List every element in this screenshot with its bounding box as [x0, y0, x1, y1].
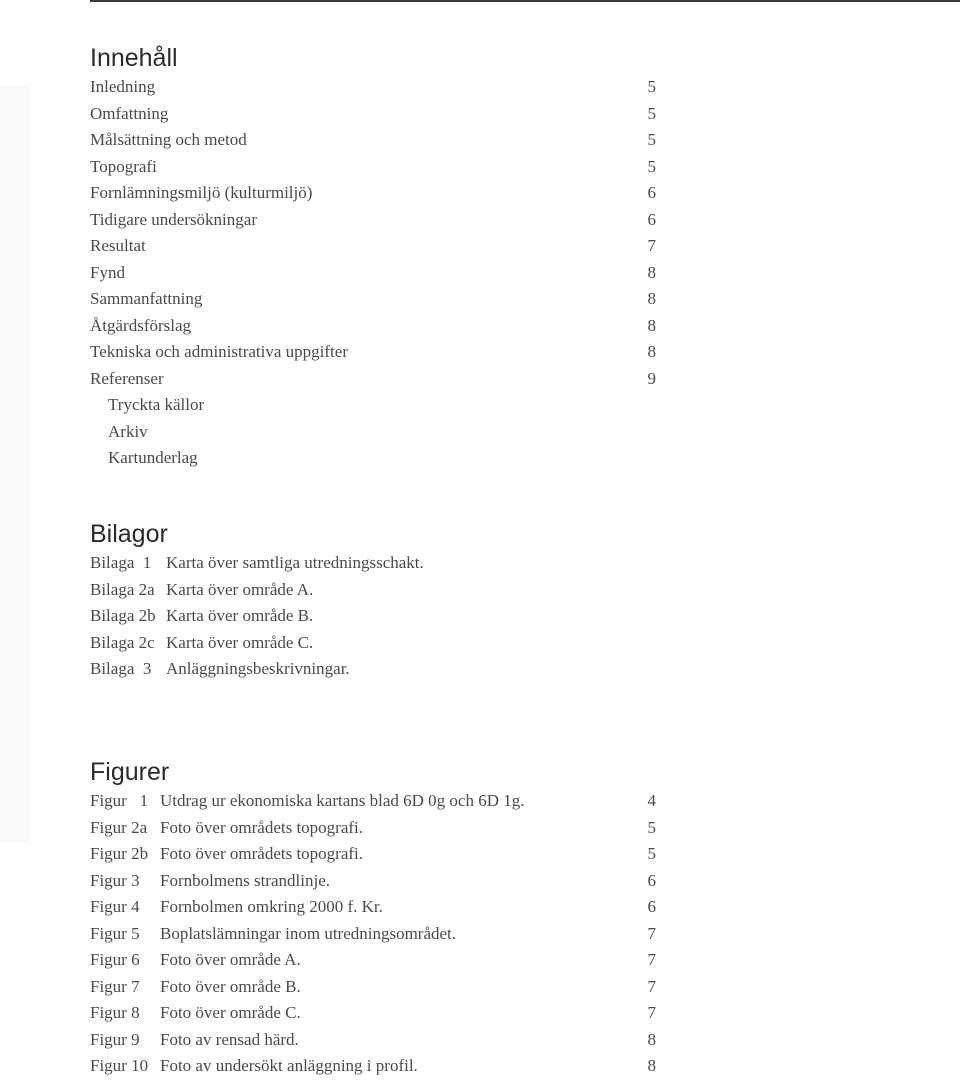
figure-row[interactable] [90, 788, 660, 815]
figure-row[interactable] [90, 1053, 660, 1080]
figure-code: Figur 6 [90, 950, 140, 969]
figure-page: 6 [647, 870, 656, 890]
appendices-title: Bilagor [90, 520, 168, 548]
toc-label: Åtgärdsförslag [90, 315, 192, 335]
figure-text: Foto över område B. [160, 976, 301, 996]
toc-page: 8 [647, 342, 656, 361]
appendix-row[interactable] [90, 577, 660, 604]
figure-text: Foto över område C. [160, 1003, 301, 1022]
toc-page: 5 [647, 103, 656, 123]
top-rule [90, 0, 960, 2]
figure-code: Figur 4 [90, 897, 140, 916]
figure-text: Utdrag ur ekonomiska kartans blad 6D 0g och 6D 1g. [160, 791, 525, 810]
figure-code: Figur 3 [90, 870, 140, 890]
figure-page: 5 [647, 844, 656, 863]
toc-row[interactable] [90, 339, 660, 366]
figure-text: Foto av undersökt anläggning i profil. [160, 1056, 418, 1075]
figure-text: Boplatslämningar inom utredningsområdet. [160, 923, 457, 943]
appendix-list [90, 550, 660, 683]
figure-text: Foto av rensad härd. [160, 1029, 299, 1049]
contents-title: Innehåll [90, 44, 178, 72]
toc-label: Resultat [90, 236, 146, 255]
appendix-row[interactable] [90, 550, 660, 577]
figure-row[interactable] [90, 974, 660, 1001]
toc-row[interactable] [90, 233, 660, 260]
figure-page: 7 [647, 923, 656, 943]
toc-page: 6 [647, 209, 656, 229]
toc-page: 5 [647, 77, 656, 96]
toc-row[interactable] [90, 286, 660, 313]
appendix-row[interactable] [90, 630, 660, 657]
figure-page: 7 [647, 976, 656, 996]
figure-row[interactable] [90, 841, 660, 868]
figure-row[interactable] [90, 947, 660, 974]
figure-code: Figur 10 [90, 1056, 149, 1075]
figures-title: Figurer [90, 758, 170, 786]
figure-text: Foto över områdets topografi. [160, 817, 364, 837]
figure-text: Fornbolmen omkring 2000 f. Kr. [160, 897, 383, 916]
left-margin-strip [0, 85, 30, 843]
figure-code: Figur 2a [90, 817, 148, 837]
toc-label: Tryckta källor [108, 395, 205, 414]
appendix-text: Karta över samtliga utredningsschakt. [166, 553, 424, 572]
toc-page: 8 [647, 262, 656, 282]
appendix-code: Bilaga 2b [90, 606, 156, 625]
toc-row[interactable] [90, 313, 660, 340]
figure-code: Figur 8 [90, 1003, 140, 1022]
toc-row[interactable] [90, 260, 660, 287]
figure-page: 7 [647, 950, 656, 969]
figure-page: 4 [647, 791, 656, 810]
figure-code: Figur 7 [90, 976, 140, 996]
appendix-text: Anläggningsbeskrivningar. [166, 659, 350, 678]
toc-label: Fornlämningsmiljö (kulturmiljö) [90, 183, 313, 202]
contents-list [90, 74, 660, 472]
toc-page: 5 [647, 130, 656, 149]
toc-label: Fynd [90, 262, 125, 282]
toc-label: Inledning [90, 77, 156, 96]
figure-code: Figur 2b [90, 844, 149, 863]
figure-page: 7 [647, 1003, 656, 1022]
figure-text: Foto över områdets topografi. [160, 844, 364, 863]
figure-page: 5 [647, 817, 656, 837]
figure-row[interactable] [90, 868, 660, 895]
figure-row[interactable] [90, 921, 660, 948]
toc-row[interactable] [90, 180, 660, 207]
toc-subrow[interactable] [90, 419, 660, 446]
toc-row[interactable] [90, 74, 660, 101]
appendix-code: Bilaga 2c [90, 632, 155, 652]
figure-page: 6 [647, 897, 656, 916]
toc-subrow[interactable] [90, 392, 660, 419]
toc-label: Omfattning [90, 103, 169, 123]
toc-label: Tekniska och administrativa uppgifter [90, 342, 348, 361]
toc-page: 5 [647, 156, 656, 176]
toc-subrow[interactable] [90, 445, 660, 472]
toc-page: 8 [647, 289, 656, 308]
figure-code: Figur 9 [90, 1029, 140, 1049]
toc-row[interactable] [90, 154, 660, 181]
figure-row[interactable] [90, 1027, 660, 1054]
figure-text: Fornbolmens strandlinje. [160, 870, 330, 890]
figure-row[interactable] [90, 815, 660, 842]
figure-row[interactable] [90, 894, 660, 921]
appendix-text: Karta över område C. [166, 632, 314, 652]
toc-row[interactable] [90, 207, 660, 234]
appendix-text: Karta över område B. [166, 606, 314, 625]
toc-page: 7 [647, 236, 656, 255]
appendix-row[interactable] [90, 603, 660, 630]
appendix-text: Karta över område A. [166, 579, 314, 599]
figure-text: Foto över område A. [160, 950, 301, 969]
appendix-row[interactable] [90, 656, 660, 683]
toc-label: Målsättning och metod [90, 130, 247, 149]
toc-page: 6 [647, 183, 656, 202]
toc-label: Arkiv [108, 421, 148, 441]
toc-label: Kartunderlag [108, 448, 198, 467]
appendix-code: Bilaga 1 [90, 553, 152, 572]
figure-code: Figur 5 [90, 923, 140, 943]
figure-page: 8 [647, 1029, 656, 1049]
toc-row[interactable] [90, 101, 660, 128]
figure-page: 8 [647, 1056, 656, 1075]
toc-page: 9 [647, 368, 656, 388]
appendix-code: Bilaga 3 [90, 659, 152, 678]
figure-list [90, 788, 660, 1080]
toc-label: Sammanfattning [90, 289, 203, 308]
toc-label: Tidigare undersökningar [90, 209, 257, 229]
figure-row[interactable] [90, 1000, 660, 1027]
figure-code: Figur 1 [90, 791, 149, 810]
appendix-code: Bilaga 2a [90, 579, 155, 599]
toc-row[interactable] [90, 127, 660, 154]
toc-row[interactable] [90, 366, 660, 393]
toc-page: 8 [647, 315, 656, 335]
toc-label: Topografi [90, 156, 157, 176]
toc-label: Referenser [90, 368, 164, 388]
